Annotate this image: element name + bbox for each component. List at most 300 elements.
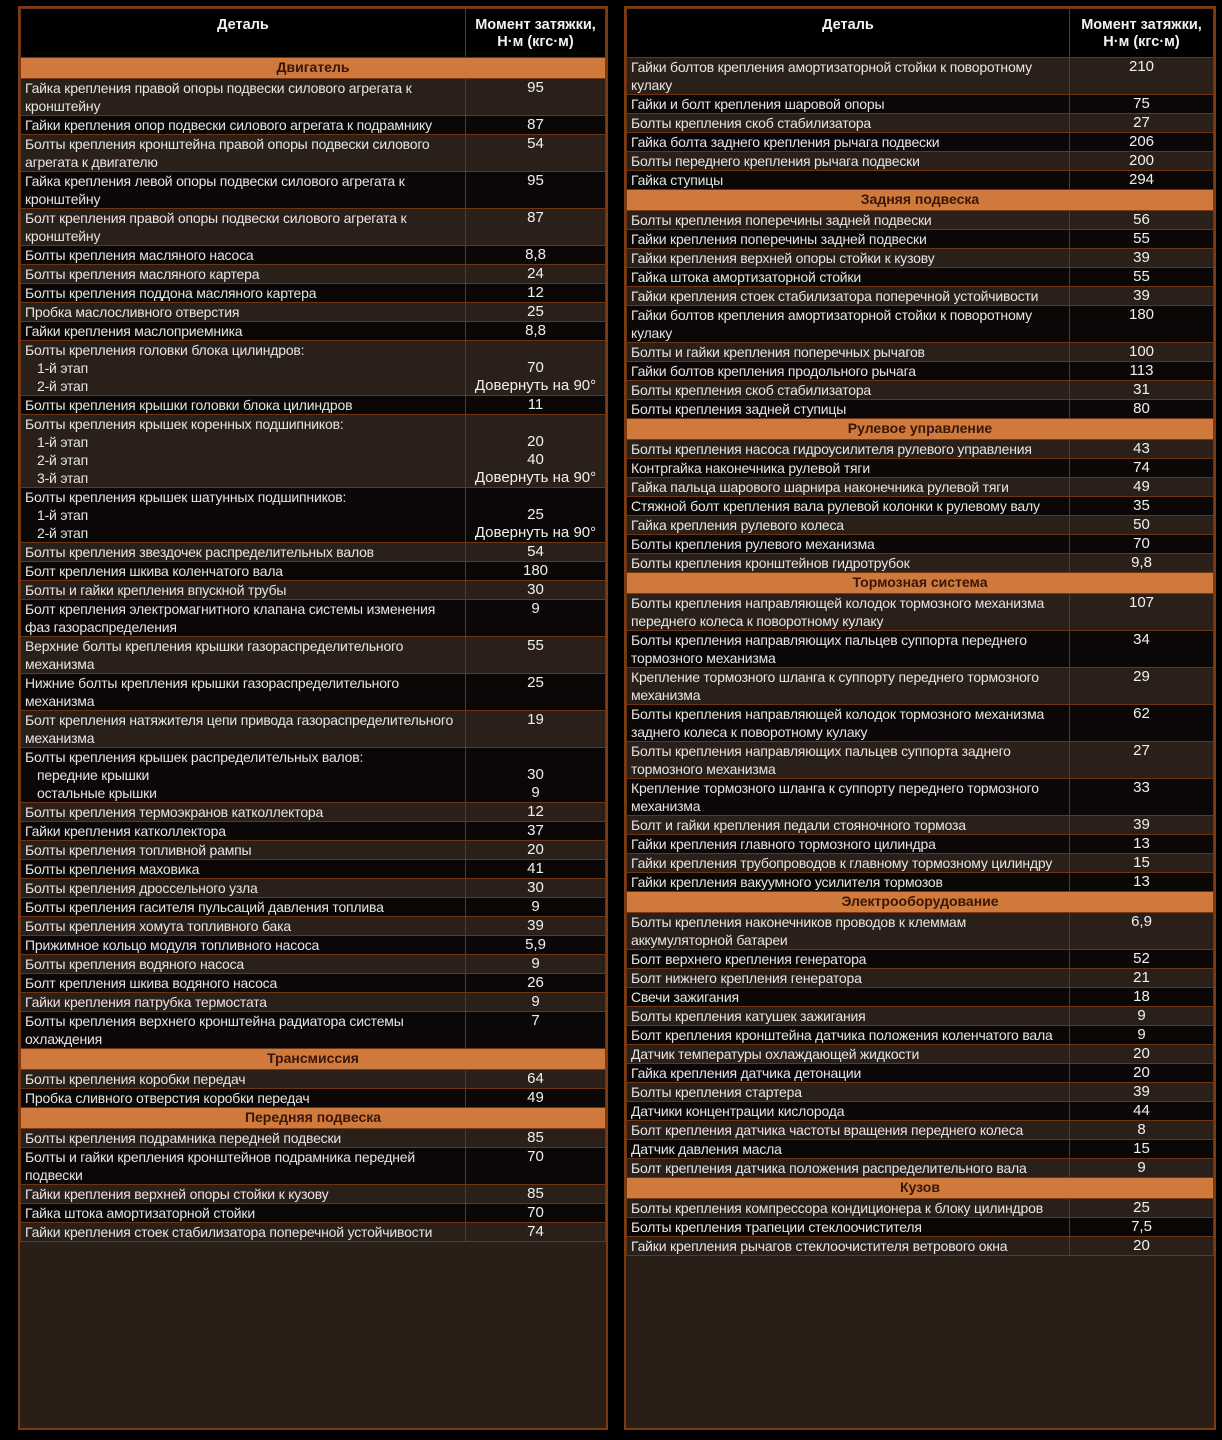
part-name: Датчик давления масла [627, 1140, 1070, 1159]
substep-label: 1-й этап [37, 434, 89, 450]
torque-value: 33 [1070, 779, 1214, 816]
part-name: Болт верхнего крепления генератора [627, 950, 1070, 969]
torque-value: 70 [466, 1204, 606, 1223]
table-row [627, 211, 1214, 230]
table-row [627, 779, 1214, 816]
table-row [627, 873, 1214, 892]
part-name: Гайка крепления рулевого колеса [627, 516, 1070, 535]
part-name [21, 488, 466, 543]
table-row [627, 1159, 1214, 1178]
table-row [627, 362, 1214, 381]
table-row [21, 284, 606, 303]
table-row [21, 1129, 606, 1148]
table-row [627, 950, 1214, 969]
part-name: Болт крепления натяжителя цепи привода газораспределительного механизма [21, 711, 466, 748]
part-name: Болты крепления компрессора кондиционера к блоку цилиндров [627, 1199, 1070, 1218]
table-row [21, 1223, 606, 1242]
section-row [21, 58, 606, 79]
substep-value: Довернуть на 90° [474, 524, 597, 541]
torque-value: 39 [1070, 287, 1214, 306]
torque-value: 180 [466, 562, 606, 581]
part-name: Болты крепления задней ступицы [627, 400, 1070, 419]
torque-value: 206 [1070, 133, 1214, 152]
torque-value: 44 [1070, 1102, 1214, 1121]
torque-value: 75 [1070, 95, 1214, 114]
torque-table-right [626, 8, 1214, 1256]
substep-value: 20 [527, 433, 544, 450]
table-row [21, 841, 606, 860]
part-name: Нижние болты крепления крышки газораспределительного механизма [21, 674, 466, 711]
section-row [627, 1178, 1214, 1199]
table-row [21, 898, 606, 917]
torque-value: 12 [466, 803, 606, 822]
part-name: Болты крепления рулевого механизма [627, 535, 1070, 554]
torque-value: 80 [1070, 400, 1214, 419]
torque-value: 95 [466, 172, 606, 209]
torque-value: 200 [1070, 152, 1214, 171]
section-row [627, 419, 1214, 440]
table-row [21, 879, 606, 898]
table-row [627, 95, 1214, 114]
section-title: Трансмиссия [21, 1049, 606, 1070]
torque-value: 37 [466, 822, 606, 841]
part-name: Пробка маслосливного отверстия [21, 303, 466, 322]
table-row [21, 600, 606, 637]
table-row [627, 1140, 1214, 1159]
torque-value: 25 [466, 303, 606, 322]
part-name: Гайки и болт крепления шаровой опоры [627, 95, 1070, 114]
substep-label: 1-й этап [37, 507, 89, 523]
part-name: Гайка пальца шарового шарнира наконечника рулевой тяги [627, 478, 1070, 497]
part-name: Болты крепления трапеции стеклоочистителя [627, 1218, 1070, 1237]
torque-value: 19 [466, 711, 606, 748]
torque-value: 34 [1070, 631, 1214, 668]
table-row [21, 341, 606, 396]
table-row [627, 478, 1214, 497]
torque-value: 9 [1070, 1026, 1214, 1045]
part-name-label: Болты крепления головки блока цилиндров: [25, 342, 305, 358]
part-name: Гайки крепления катколлектора [21, 822, 466, 841]
table-row [21, 1089, 606, 1108]
part-name: Контргайка наконечника рулевой тяги [627, 459, 1070, 478]
part-name: Стяжной болт крепления вала рулевой колонки к рулевому валу [627, 497, 1070, 516]
table-row [627, 1121, 1214, 1140]
part-name: Верхние болты крепления крышки газораспределительного механизма [21, 637, 466, 674]
part-name: Болт крепления датчика положения распределительного вала [627, 1159, 1070, 1178]
torque-value: 20 [1070, 1237, 1214, 1256]
header-part [627, 9, 1070, 58]
substep-value: Довернуть на 90° [474, 377, 597, 394]
header-part-label: Деталь [217, 17, 269, 33]
torque-value-blank [470, 748, 601, 766]
torque-value: 39 [1070, 249, 1214, 268]
torque-value [466, 488, 606, 543]
part-name: Болты крепления термоэкранов катколлектора [21, 803, 466, 822]
torque-value: 8,8 [466, 246, 606, 265]
torque-value: 180 [1070, 306, 1214, 343]
torque-value: 55 [466, 637, 606, 674]
substep-label: 2-й этап [37, 378, 89, 394]
table-row [627, 230, 1214, 249]
table-row [627, 835, 1214, 854]
torque-value: 27 [1070, 742, 1214, 779]
table-row [627, 306, 1214, 343]
torque-value: 52 [1070, 950, 1214, 969]
torque-value: 7,5 [1070, 1218, 1214, 1237]
torque-value-blank [470, 415, 601, 433]
part-name: Гайка ступицы [627, 171, 1070, 190]
torque-value: 64 [466, 1070, 606, 1089]
part-name: Пробка сливного отверстия коробки передач [21, 1089, 466, 1108]
table-row [21, 748, 606, 803]
substep-value: 9 [531, 784, 540, 801]
torque-value: 74 [466, 1223, 606, 1242]
part-name: Гайки крепления патрубка термостата [21, 993, 466, 1012]
torque-value: 74 [1070, 459, 1214, 478]
table-row [627, 913, 1214, 950]
left-table-body [21, 58, 606, 1242]
part-name: Гайка болта заднего крепления рычага подвески [627, 133, 1070, 152]
part-name: Болты крепления коробки передач [21, 1070, 466, 1089]
part-name: Болты крепления направляющих пальцев суппорта заднего тормозного механизма [627, 742, 1070, 779]
part-name: Болты крепления направляющей колодок тормозного механизма переднего колеса к поворотному кулаку [627, 594, 1070, 631]
part-name: Гайки болтов крепления продольного рычага [627, 362, 1070, 381]
table-row [627, 381, 1214, 400]
table-row [21, 562, 606, 581]
table-row [21, 488, 606, 543]
part-name: Болты крепления крышки головки блока цилиндров [21, 396, 466, 415]
torque-value: 113 [1070, 362, 1214, 381]
table-row [21, 917, 606, 936]
table-row [21, 265, 606, 284]
table-row [627, 668, 1214, 705]
table-row [21, 1070, 606, 1089]
part-name: Гайки крепления вакуумного усилителя тормозов [627, 873, 1070, 892]
torque-value: 39 [1070, 816, 1214, 835]
table-row [627, 1199, 1214, 1218]
part-name: Болт крепления правой опоры подвески силового агрегата к кронштейну [21, 209, 466, 246]
torque-value: 24 [466, 265, 606, 284]
header-torque-line1: Момент затяжки, [475, 17, 596, 33]
section-row [627, 892, 1214, 913]
torque-value: 39 [1070, 1083, 1214, 1102]
part-name: Болты крепления хомута топливного бака [21, 917, 466, 936]
part-name: Гайки болтов крепления амортизаторной стойки к поворотному кулаку [627, 306, 1070, 343]
substep-label: 3-й этап [37, 470, 89, 486]
part-name-label: Болты крепления крышек коренных подшипников: [25, 416, 344, 432]
torque-value: 26 [466, 974, 606, 993]
section-row [21, 1108, 606, 1129]
table-row [21, 1012, 606, 1049]
torque-value: 13 [1070, 873, 1214, 892]
section-title: Передняя подвеска [21, 1108, 606, 1129]
table-row [627, 459, 1214, 478]
part-name: Болты крепления кронштейнов гидротрубок [627, 554, 1070, 573]
torque-value: 5,9 [466, 936, 606, 955]
part-name: Болты крепления катушек зажигания [627, 1007, 1070, 1026]
table-row [627, 742, 1214, 779]
header-torque [466, 9, 606, 58]
table-row [627, 1007, 1214, 1026]
torque-value: 29 [1070, 668, 1214, 705]
part-name: Крепление тормозного шланга к суппорту переднего тормозного механизма [627, 779, 1070, 816]
table-row [627, 1026, 1214, 1045]
part-name: Болт и гайки крепления педали стояночного тормоза [627, 816, 1070, 835]
table-row [627, 400, 1214, 419]
part-name: Гайки крепления трубопроводов к главному тормозному цилиндру [627, 854, 1070, 873]
part-name: Болты и гайки крепления кронштейнов подрамника передней подвески [21, 1148, 466, 1185]
table-row [627, 268, 1214, 287]
section-title: Тормозная система [627, 573, 1214, 594]
torque-value: 9 [1070, 1159, 1214, 1178]
torque-value: 294 [1070, 171, 1214, 190]
part-name-label: Болты крепления крышек распределительных валов: [25, 749, 364, 765]
part-name: Болты и гайки крепления поперечных рычагов [627, 343, 1070, 362]
table-row [21, 209, 606, 246]
torque-value: 27 [1070, 114, 1214, 133]
torque-value: 20 [466, 841, 606, 860]
table-row [21, 135, 606, 172]
part-name [21, 341, 466, 396]
torque-value: 55 [1070, 230, 1214, 249]
torque-value: 70 [466, 1148, 606, 1185]
torque-value: 15 [1070, 1140, 1214, 1159]
torque-value: 210 [1070, 58, 1214, 95]
section-title: Задняя подвеска [627, 190, 1214, 211]
table-row [21, 581, 606, 600]
part-name: Гайки крепления главного тормозного цилиндра [627, 835, 1070, 854]
section-title: Электрооборудование [627, 892, 1214, 913]
table-row [627, 497, 1214, 516]
torque-value: 8,8 [466, 322, 606, 341]
table-row [21, 415, 606, 488]
part-name: Болты крепления маховика [21, 860, 466, 879]
header-torque [1070, 9, 1214, 58]
part-name: Гайки крепления маслоприемника [21, 322, 466, 341]
section-title: Двигатель [21, 58, 606, 79]
torque-value [466, 341, 606, 396]
torque-value: 9 [466, 600, 606, 637]
table-row [21, 936, 606, 955]
torque-value: 9,8 [1070, 554, 1214, 573]
part-name: Болты крепления поперечины задней подвески [627, 211, 1070, 230]
part-name: Гайки крепления опор подвески силового агрегата к подрамнику [21, 116, 466, 135]
torque-value: 31 [1070, 381, 1214, 400]
header-torque-line1: Момент затяжки, [1081, 17, 1202, 33]
table-row [627, 133, 1214, 152]
torque-value: 41 [466, 860, 606, 879]
torque-value: 25 [466, 674, 606, 711]
torque-value: 30 [466, 879, 606, 898]
part-name: Болты крепления скоб стабилизатора [627, 114, 1070, 133]
section-row [627, 190, 1214, 211]
torque-value: 21 [1070, 969, 1214, 988]
substep-label: 2-й этап [37, 525, 89, 541]
table-row [627, 1218, 1214, 1237]
section-title: Рулевое управление [627, 419, 1214, 440]
section-row [627, 573, 1214, 594]
part-name: Болты крепления направляющей колодок тормозного механизма заднего колеса к поворотному кулаку [627, 705, 1070, 742]
part-name: Гайки крепления верхней опоры стойки к кузову [21, 1185, 466, 1204]
table-row [21, 1148, 606, 1185]
part-name: Датчики концентрации кислорода [627, 1102, 1070, 1121]
torque-value: 56 [1070, 211, 1214, 230]
table-row [21, 303, 606, 322]
table-row [21, 116, 606, 135]
torque-value: 54 [466, 543, 606, 562]
torque-value: 15 [1070, 854, 1214, 873]
substep-label: 2-й этап [37, 452, 89, 468]
table-row [21, 1185, 606, 1204]
torque-value: 6,9 [1070, 913, 1214, 950]
substep-value: Довернуть на 90° [474, 469, 597, 486]
table-row [627, 249, 1214, 268]
table-row [627, 988, 1214, 1007]
torque-value: 95 [466, 79, 606, 116]
part-name: Гайка крепления левой опоры подвески силового агрегата к кронштейну [21, 172, 466, 209]
torque-value: 20 [1070, 1064, 1214, 1083]
torque-value: 54 [466, 135, 606, 172]
table-row [627, 287, 1214, 306]
table-row [21, 637, 606, 674]
torque-value: 18 [1070, 988, 1214, 1007]
part-name: Гайки крепления стоек стабилизатора поперечной устойчивости [627, 287, 1070, 306]
header-torque-line2: Н·м (кгс·м) [1103, 34, 1180, 50]
part-name: Гайка штока амортизаторной стойки [21, 1204, 466, 1223]
part-name: Болты крепления стартера [627, 1083, 1070, 1102]
torque-value: 13 [1070, 835, 1214, 854]
part-name: Гайки крепления рычагов стеклоочистителя ветрового окна [627, 1237, 1070, 1256]
torque-value: 39 [466, 917, 606, 936]
part-name: Болты крепления скоб стабилизатора [627, 381, 1070, 400]
table-row [21, 396, 606, 415]
table-row [21, 172, 606, 209]
part-name: Болты крепления топливной рампы [21, 841, 466, 860]
torque-value: 49 [1070, 478, 1214, 497]
substep-value: 70 [527, 359, 544, 376]
part-name: Свечи зажигания [627, 988, 1070, 1007]
torque-value: 87 [466, 209, 606, 246]
table-row [21, 822, 606, 841]
table-row [21, 674, 606, 711]
table-row [21, 993, 606, 1012]
part-name: Болты крепления кронштейна правой опоры подвески силового агрегата к двигателю [21, 135, 466, 172]
table-row [627, 816, 1214, 835]
header-part-label: Деталь [822, 17, 874, 33]
torque-value: 8 [1070, 1121, 1214, 1140]
torque-value: 7 [466, 1012, 606, 1049]
table-row [21, 974, 606, 993]
torque-value: 9 [1070, 1007, 1214, 1026]
part-name-label: Болты крепления крышек шатунных подшипников: [25, 489, 347, 505]
table-row [627, 1102, 1214, 1121]
torque-value: 107 [1070, 594, 1214, 631]
part-name: Болт крепления шкива водяного насоса [21, 974, 466, 993]
torque-value: 70 [1070, 535, 1214, 554]
torque-value-blank [470, 488, 601, 506]
table-row [627, 854, 1214, 873]
part-name: Болты и гайки крепления впускной трубы [21, 581, 466, 600]
part-name: Болты крепления поддона масляного картера [21, 284, 466, 303]
part-name: Гайки болтов крепления амортизаторной стойки к поворотному кулаку [627, 58, 1070, 95]
table-row [627, 516, 1214, 535]
part-name: Болты крепления подрамника передней подвески [21, 1129, 466, 1148]
torque-value: 12 [466, 284, 606, 303]
torque-value-blank [470, 341, 601, 359]
table-row [21, 711, 606, 748]
torque-value [466, 748, 606, 803]
table-header [627, 9, 1214, 58]
part-name: Гайка штока амортизаторной стойки [627, 268, 1070, 287]
substep-value: 30 [527, 766, 544, 783]
table-row [627, 631, 1214, 668]
part-name: Болт нижнего крепления генератора [627, 969, 1070, 988]
table-row [627, 535, 1214, 554]
substep-value: 40 [527, 451, 544, 468]
torque-value: 50 [1070, 516, 1214, 535]
part-name: Болты крепления направляющих пальцев суппорта переднего тормозного механизма [627, 631, 1070, 668]
header-part [21, 9, 466, 58]
right-table-body [627, 58, 1214, 1256]
part-name: Болты крепления водяного насоса [21, 955, 466, 974]
part-name: Болты крепления насоса гидроусилителя рулевого управления [627, 440, 1070, 459]
part-name: Гайки крепления верхней опоры стойки к кузову [627, 249, 1070, 268]
torque-value: 9 [466, 993, 606, 1012]
part-name: Болт крепления шкива коленчатого вала [21, 562, 466, 581]
torque-value: 49 [466, 1089, 606, 1108]
part-name: Болты крепления масляного насоса [21, 246, 466, 265]
part-name: Болт крепления электромагнитного клапана системы изменения фаз газораспределения [21, 600, 466, 637]
part-name: Болты переднего крепления рычага подвески [627, 152, 1070, 171]
table-row [627, 114, 1214, 133]
part-name: Крепление тормозного шланга к суппорту переднего тормозного механизма [627, 668, 1070, 705]
table-row [627, 594, 1214, 631]
torque-value: 62 [1070, 705, 1214, 742]
torque-value: 30 [466, 581, 606, 600]
table-row [21, 803, 606, 822]
part-name: Болты крепления наконечников проводов к клеммам аккумуляторной батареи [627, 913, 1070, 950]
part-name: Прижимное кольцо модуля топливного насоса [21, 936, 466, 955]
part-name: Гайки крепления поперечины задней подвески [627, 230, 1070, 249]
part-name: Датчик температуры охлаждающей жидкости [627, 1045, 1070, 1064]
table-row [627, 1045, 1214, 1064]
table-row [21, 860, 606, 879]
table-row [627, 58, 1214, 95]
header-torque-line2: Н·м (кгс·м) [497, 34, 574, 50]
table-row [21, 79, 606, 116]
table-row [627, 705, 1214, 742]
part-name: Гайка крепления правой опоры подвески силового агрегата к кронштейну [21, 79, 466, 116]
substep-label: 1-й этап [37, 360, 89, 376]
part-name: Болты крепления дроссельного узла [21, 879, 466, 898]
part-name: Болт крепления датчика частоты вращения переднего колеса [627, 1121, 1070, 1140]
part-name [21, 748, 466, 803]
torque-value: 85 [466, 1129, 606, 1148]
part-name: Болты крепления верхнего кронштейна радиатора системы охлаждения [21, 1012, 466, 1049]
right-table-panel [624, 6, 1216, 1430]
left-table-panel [18, 6, 608, 1430]
table-row [627, 969, 1214, 988]
part-name: Гайка крепления датчика детонации [627, 1064, 1070, 1083]
substep-value: 25 [527, 506, 544, 523]
torque-value: 85 [466, 1185, 606, 1204]
torque-value: 87 [466, 116, 606, 135]
torque-value: 43 [1070, 440, 1214, 459]
table-row [627, 1083, 1214, 1102]
section-row [21, 1049, 606, 1070]
torque-value: 11 [466, 396, 606, 415]
table-row [21, 543, 606, 562]
